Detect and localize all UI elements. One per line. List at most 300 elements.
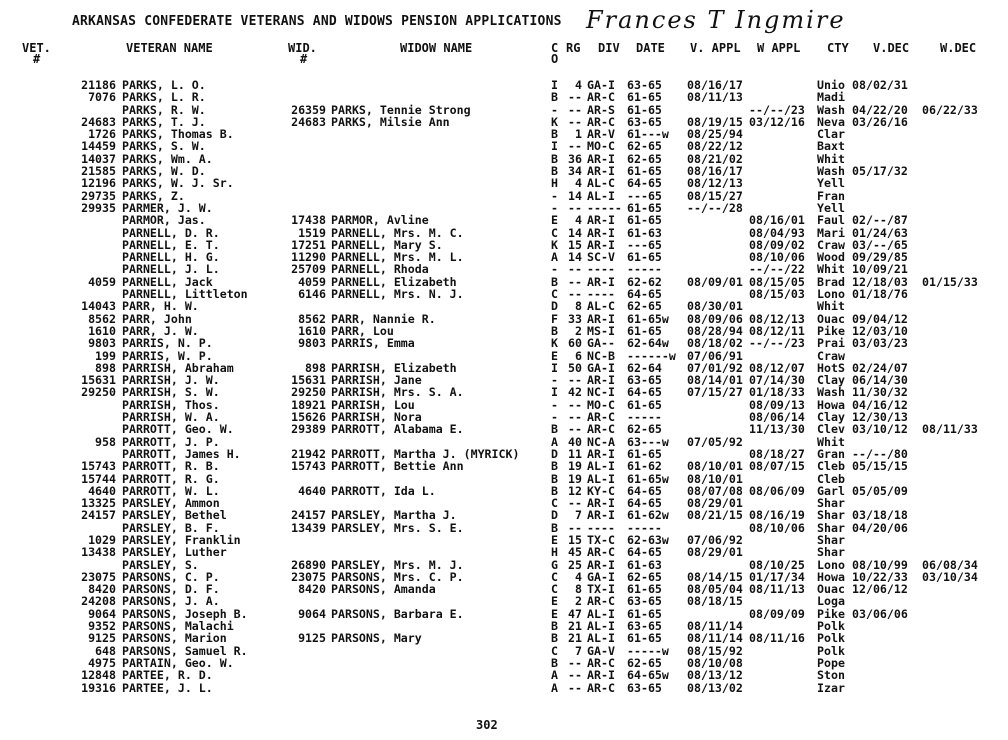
widow-number: 9803 — [298, 336, 326, 351]
regiment: 19 — [568, 471, 582, 486]
company: B — [551, 520, 558, 535]
company: G — [551, 557, 558, 572]
division: KY-C — [587, 483, 615, 498]
county: Wood — [817, 250, 845, 265]
service-dates: 62-65 — [627, 299, 662, 314]
veteran-death-date: 01/24/63 — [852, 225, 908, 240]
veteran-death-date: 03/26/16 — [852, 114, 908, 129]
vet-number: 29935 — [81, 200, 116, 215]
regiment: 14 — [568, 250, 582, 265]
veteran-name: PARTEE, R. D. — [122, 668, 213, 683]
division: AL-I — [587, 459, 615, 474]
county: Shar — [817, 496, 845, 511]
division: ---- — [587, 520, 615, 535]
service-dates: 64-65 — [627, 287, 662, 302]
division: TX-C — [587, 532, 615, 547]
widow-name: PARNELL, Mrs. M. C. — [331, 225, 464, 240]
service-dates: 61-65 — [627, 446, 662, 461]
widow-number: 23075 — [291, 569, 326, 584]
veteran-name: PARSONS, Samuel R. — [122, 643, 248, 658]
company: I — [551, 385, 558, 400]
county: Wash — [817, 164, 845, 179]
widow-number: 4640 — [298, 483, 326, 498]
county: Howa — [817, 569, 845, 584]
regiment: -- — [568, 200, 582, 215]
header-wid-number-mark: # — [300, 52, 308, 66]
service-dates: 62-65 — [627, 569, 662, 584]
widow-name: PARSONS, Amanda — [331, 582, 436, 597]
division: AR-C — [587, 114, 615, 129]
division: AR-C — [587, 545, 615, 560]
widow-name: PARRISH, Lou — [331, 397, 415, 412]
service-dates: 64-65 — [627, 545, 662, 560]
county: Polk — [817, 619, 845, 634]
division: AR-C — [587, 594, 615, 609]
vet-number: 8562 — [88, 311, 116, 326]
division: GA-V — [587, 643, 615, 658]
veteran-death-date: 12/03/10 — [852, 323, 908, 338]
veteran-application-date: 08/30/01 — [687, 299, 743, 314]
county: Craw — [817, 237, 845, 252]
county: HotS — [817, 360, 845, 375]
widow-number: 13439 — [291, 520, 326, 535]
service-dates: ----- — [627, 262, 662, 277]
widow-application-date: --/--/23 — [749, 336, 805, 351]
veteran-death-date: 10/22/33 — [852, 569, 908, 584]
division: AR-S — [587, 102, 615, 117]
veteran-name: PARSONS, J. A. — [122, 594, 220, 609]
county: Garl — [817, 483, 845, 498]
vet-number: 14043 — [81, 299, 116, 314]
regiment: -- — [568, 668, 582, 683]
veteran-application-date: 08/07/08 — [687, 483, 743, 498]
veteran-name: PARR, H. W. — [122, 299, 199, 314]
company: C — [551, 582, 558, 597]
vet-number: 9352 — [88, 619, 116, 634]
widow-application-date: 08/10/06 — [749, 520, 805, 535]
regiment: 4 — [575, 213, 582, 228]
division: AL-C — [587, 176, 615, 191]
regiment: -- — [568, 680, 582, 695]
veteran-application-date: 08/14/01 — [687, 373, 743, 388]
veteran-application-date: 08/18/02 — [687, 336, 743, 351]
widow-application-date: 08/10/25 — [749, 557, 805, 572]
vet-number: 14459 — [81, 139, 116, 154]
company: H — [551, 545, 558, 560]
regiment: 1 — [575, 127, 582, 142]
header-company-sub: O — [551, 52, 559, 66]
veteran-death-date: 12/18/03 — [852, 274, 908, 289]
widow-application-date: 08/10/06 — [749, 250, 805, 265]
vet-number: 199 — [95, 348, 116, 363]
widow-application-date: 08/06/09 — [749, 483, 805, 498]
widow-application-date: 08/11/16 — [749, 631, 805, 646]
widow-number: 6146 — [298, 287, 326, 302]
header-county: CTY — [827, 41, 849, 55]
regiment: -- — [568, 262, 582, 277]
service-dates: 61-65 — [627, 631, 662, 646]
veteran-application-date: 08/13/12 — [687, 668, 743, 683]
division: AR-I — [587, 508, 615, 523]
division: MS-I — [587, 323, 615, 338]
veteran-death-date: 03/06/06 — [852, 606, 908, 621]
regiment: -- — [568, 90, 582, 105]
regiment: 36 — [568, 151, 582, 166]
vet-number: 29735 — [81, 188, 116, 203]
veteran-death-date: 01/18/76 — [852, 287, 908, 302]
division: AL-I — [587, 631, 615, 646]
veteran-name: PARKS, S. W. — [122, 139, 206, 154]
widow-name: PARRIS, Emma — [331, 336, 415, 351]
table-row — [0, 595, 1008, 607]
widow-name: PARROTT, Ida L. — [331, 483, 436, 498]
veteran-death-date: 04/16/12 — [852, 397, 908, 412]
veteran-death-date: 09/04/12 — [852, 311, 908, 326]
company: E — [551, 606, 558, 621]
company: D — [551, 299, 558, 314]
veteran-application-date: 08/19/15 — [687, 114, 743, 129]
regiment: 50 — [568, 360, 582, 375]
widow-name: PARR, Nannie R. — [331, 311, 436, 326]
company: F — [551, 311, 558, 326]
vet-number: 4975 — [88, 655, 116, 670]
regiment: 11 — [568, 446, 582, 461]
header-widow-name: WIDOW NAME — [400, 41, 473, 55]
veteran-application-date: 07/01/92 — [687, 360, 743, 375]
widow-application-date: 08/18/27 — [749, 446, 805, 461]
service-dates: 61---w — [627, 127, 669, 142]
service-dates: 61-65 — [627, 164, 662, 179]
service-dates: 61-65w — [627, 311, 669, 326]
widow-application-date: 08/12/11 — [749, 323, 805, 338]
header-date: DATE — [636, 41, 665, 55]
service-dates: 61-65 — [627, 90, 662, 105]
veteran-application-date: 08/09/06 — [687, 311, 743, 326]
widow-number: 8562 — [298, 311, 326, 326]
veteran-name: PARROTT, R. B. — [122, 459, 220, 474]
division: GA-I — [587, 78, 615, 92]
regiment: 6 — [575, 348, 582, 363]
widow-number: 8420 — [298, 582, 326, 597]
regiment: 8 — [575, 582, 582, 597]
veteran-name: PARSLEY, B. F. — [122, 520, 220, 535]
veteran-name: PARMER, J. W. — [122, 200, 213, 215]
company: B — [551, 483, 558, 498]
division: AR-I — [587, 213, 615, 228]
vet-number: 8420 — [88, 582, 116, 597]
veteran-application-date: 08/16/17 — [687, 164, 743, 179]
veteran-name: PARRISH, J. W. — [122, 373, 220, 388]
vet-number: 4059 — [88, 274, 116, 289]
county: Neva — [817, 114, 845, 129]
division: AR-I — [587, 373, 615, 388]
county: Clar — [817, 127, 845, 142]
widow-number: 21942 — [291, 446, 326, 461]
division: AR-C — [587, 680, 615, 695]
vet-number: 24683 — [81, 114, 116, 129]
division: AR-C — [587, 90, 615, 105]
veteran-application-date: 07/05/92 — [687, 434, 743, 449]
regiment: -- — [568, 139, 582, 154]
table-row — [0, 386, 1008, 398]
veteran-name: PARSLEY, Ammon — [122, 496, 220, 511]
company: I — [551, 139, 558, 154]
veteran-name: PARKS, W. D. — [122, 164, 206, 179]
regiment: -- — [568, 397, 582, 412]
widow-name: PARROTT, Bettie Ann — [331, 459, 464, 474]
document-title: ARKANSAS CONFEDERATE VETERANS AND WIDOWS PENSION APPLICATIONS — [72, 14, 562, 29]
division: AR-I — [587, 237, 615, 252]
veteran-name: PARKS, L. O. — [122, 78, 206, 92]
regiment: 12 — [568, 483, 582, 498]
veteran-application-date: 08/29/01 — [687, 496, 743, 511]
company: K — [551, 237, 558, 252]
regiment: -- — [568, 496, 582, 511]
company: - — [551, 102, 558, 117]
regiment: 14 — [568, 188, 582, 203]
county: Shar — [817, 532, 845, 547]
table-row — [0, 669, 1008, 681]
service-dates: 64-65w — [627, 668, 669, 683]
company: B — [551, 655, 558, 670]
county: Whit — [817, 151, 845, 166]
widow-application-date: 08/06/14 — [749, 410, 805, 425]
vet-number: 15743 — [81, 459, 116, 474]
veteran-application-date: 08/28/94 — [687, 323, 743, 338]
service-dates: 61-65 — [627, 582, 662, 597]
regiment: -- — [568, 373, 582, 388]
division: AL-I — [587, 619, 615, 634]
county: Clev — [817, 422, 845, 437]
veteran-death-date: 04/22/20 — [852, 102, 908, 117]
vet-number: 958 — [95, 434, 116, 449]
veteran-death-date: 08/10/99 — [852, 557, 908, 572]
widow-death-date: 08/11/33 — [922, 422, 978, 437]
company: K — [551, 336, 558, 351]
vet-number: 23075 — [81, 569, 116, 584]
service-dates: ---65 — [627, 237, 662, 252]
veteran-death-date: 11/30/32 — [852, 385, 908, 400]
company: - — [551, 373, 558, 388]
county: Pike — [817, 606, 845, 621]
regiment: 21 — [568, 631, 582, 646]
county: Gran — [817, 446, 845, 461]
vet-number: 24208 — [81, 594, 116, 609]
service-dates: 64-65 — [627, 496, 662, 511]
widow-name: PARRISH, Nora — [331, 410, 422, 425]
county: Shar — [817, 545, 845, 560]
company: B — [551, 127, 558, 142]
county: Shar — [817, 520, 845, 535]
service-dates: -----w — [627, 643, 669, 658]
service-dates: 62-62 — [627, 274, 662, 289]
widow-name: PARNELL, Mary S. — [331, 237, 443, 252]
veteran-name: PARNELL, Jack — [122, 274, 213, 289]
division: AR-I — [587, 557, 615, 572]
company: - — [551, 397, 558, 412]
service-dates: 63-65 — [627, 114, 662, 129]
widow-number: 26359 — [291, 102, 326, 117]
widow-name: PARNELL, Rhoda — [331, 262, 429, 277]
veteran-application-date: 08/10/01 — [687, 471, 743, 486]
regiment: 4 — [575, 176, 582, 191]
veteran-application-date: 08/13/02 — [687, 680, 743, 695]
veteran-name: PARSONS, D. F. — [122, 582, 220, 597]
veteran-application-date: 08/18/15 — [687, 594, 743, 609]
vet-number: 1029 — [88, 532, 116, 547]
veteran-name: PARKS, T. J. — [122, 114, 206, 129]
county: Ouac — [817, 582, 845, 597]
veteran-death-date: 03/--/65 — [852, 237, 908, 252]
veteran-application-date: 08/14/15 — [687, 569, 743, 584]
widow-name: PARROTT, Alabama E. — [331, 422, 464, 437]
regiment: 8 — [575, 299, 582, 314]
division: TX-I — [587, 582, 615, 597]
company: D — [551, 508, 558, 523]
service-dates: 62-64w — [627, 336, 669, 351]
division: GA-I — [587, 360, 615, 375]
division: AR-I — [587, 225, 615, 240]
widow-name: PARNELL, Mrs. N. J. — [331, 287, 464, 302]
veteran-application-date: 08/10/08 — [687, 655, 743, 670]
veteran-application-date: 07/15/27 — [687, 385, 743, 400]
veteran-name: PARSONS, Joseph B. — [122, 606, 248, 621]
veteran-name: PARMOR, Jas. — [122, 213, 206, 228]
widow-application-date: 08/12/13 — [749, 311, 805, 326]
header-widow-application: W APPL — [757, 41, 801, 55]
widow-application-date: --/--/23 — [749, 102, 805, 117]
widow-application-date: 07/14/30 — [749, 373, 805, 388]
veteran-application-date: 08/11/13 — [687, 90, 743, 105]
veteran-name: PARSLEY, Franklin — [122, 532, 241, 547]
county: Madi — [817, 90, 845, 105]
table-row — [0, 632, 1008, 644]
service-dates: 62-65 — [627, 655, 662, 670]
regiment: 15 — [568, 532, 582, 547]
widow-application-date: 08/16/01 — [749, 213, 805, 228]
company: B — [551, 619, 558, 634]
table-row — [0, 423, 1008, 435]
county: Cleb — [817, 471, 845, 486]
county: Izar — [817, 680, 845, 695]
widow-application-date: 08/12/07 — [749, 360, 805, 375]
vet-number: 12196 — [81, 176, 116, 191]
table-row — [0, 177, 1008, 189]
service-dates: ----- — [627, 410, 662, 425]
widow-number: 29250 — [291, 385, 326, 400]
widow-number: 25709 — [291, 262, 326, 277]
service-dates: 61-65 — [627, 213, 662, 228]
county: Ouac — [817, 311, 845, 326]
company: B — [551, 164, 558, 179]
veteran-name: PARROTT, Geo. W. — [122, 422, 234, 437]
company: I — [551, 78, 558, 92]
company: A — [551, 680, 558, 695]
veteran-death-date: 05/15/15 — [852, 459, 908, 474]
division: MO-C — [587, 139, 615, 154]
header-company: C — [551, 41, 559, 55]
county: Fran — [817, 188, 845, 203]
widow-number: 9064 — [298, 606, 326, 621]
table-row — [0, 337, 1008, 349]
county: Clay — [817, 373, 845, 388]
veteran-name: PARRISH, Abraham — [122, 360, 234, 375]
veteran-death-date: 03/03/23 — [852, 336, 908, 351]
veteran-name: PARROTT, R. G. — [122, 471, 220, 486]
regiment: 40 — [568, 434, 582, 449]
veteran-name: PARKS, W. J. Sr. — [122, 176, 234, 191]
widow-application-date: 08/04/93 — [749, 225, 805, 240]
veteran-application-date: 08/11/14 — [687, 619, 743, 634]
division: MO-C — [587, 397, 615, 412]
company: B — [551, 471, 558, 486]
vet-number: 21585 — [81, 164, 116, 179]
veteran-application-date: 08/12/13 — [687, 176, 743, 191]
veteran-application-date: 07/06/91 — [687, 348, 743, 363]
veteran-death-date: 02/--/87 — [852, 213, 908, 228]
county: Craw — [817, 348, 845, 363]
widow-number: 4059 — [298, 274, 326, 289]
county: Polk — [817, 643, 845, 658]
company: C — [551, 287, 558, 302]
regiment: -- — [568, 114, 582, 129]
widow-name: PARNELL, Elizabeth — [331, 274, 457, 289]
widow-number: 18921 — [291, 397, 326, 412]
handwritten-note: Frances T Ingmire — [586, 6, 846, 34]
widow-name: PARSONS, Mary — [331, 631, 422, 646]
veteran-name: PARNELL, H. G. — [122, 250, 220, 265]
veteran-name: PARTAIN, Geo. W. — [122, 655, 234, 670]
veteran-application-date: 08/05/04 — [687, 582, 743, 597]
widow-death-date: 01/15/33 — [922, 274, 978, 289]
widow-application-date: 01/18/33 — [749, 385, 805, 400]
county: Cleb — [817, 459, 845, 474]
county: Lono — [817, 287, 845, 302]
regiment: 60 — [568, 336, 582, 351]
service-dates: 64-65 — [627, 483, 662, 498]
veteran-death-date: 04/20/06 — [852, 520, 908, 535]
company: K — [551, 114, 558, 129]
header-vet: VET. — [22, 41, 51, 55]
vet-number: 7076 — [88, 90, 116, 105]
vet-number: 19316 — [81, 680, 116, 695]
veteran-death-date: 03/10/12 — [852, 422, 908, 437]
county: Whit — [817, 262, 845, 277]
division: AR-I — [587, 496, 615, 511]
company: C — [551, 643, 558, 658]
county: Whit — [817, 434, 845, 449]
veteran-name: PARRISH, Thos. — [122, 397, 220, 412]
vet-number: 4640 — [88, 483, 116, 498]
table-row — [0, 460, 1008, 472]
header-division: DIV — [598, 41, 620, 55]
veteran-death-date: 05/17/32 — [852, 164, 908, 179]
county: Ston — [817, 668, 845, 683]
regiment: -- — [568, 102, 582, 117]
veteran-name: PARSLEY, Bethel — [122, 508, 227, 523]
division: AR-I — [587, 311, 615, 326]
regiment: -- — [568, 410, 582, 425]
veteran-application-date: --/--/28 — [687, 200, 743, 215]
company: - — [551, 200, 558, 215]
header-veteran-name: VETERAN NAME — [126, 41, 213, 55]
company: A — [551, 668, 558, 683]
service-dates: 61-62w — [627, 508, 669, 523]
widow-name: PARNELL, Mrs. M. L. — [331, 250, 464, 265]
veteran-death-date: 05/05/09 — [852, 483, 908, 498]
county: Shar — [817, 508, 845, 523]
regiment: 47 — [568, 606, 582, 621]
